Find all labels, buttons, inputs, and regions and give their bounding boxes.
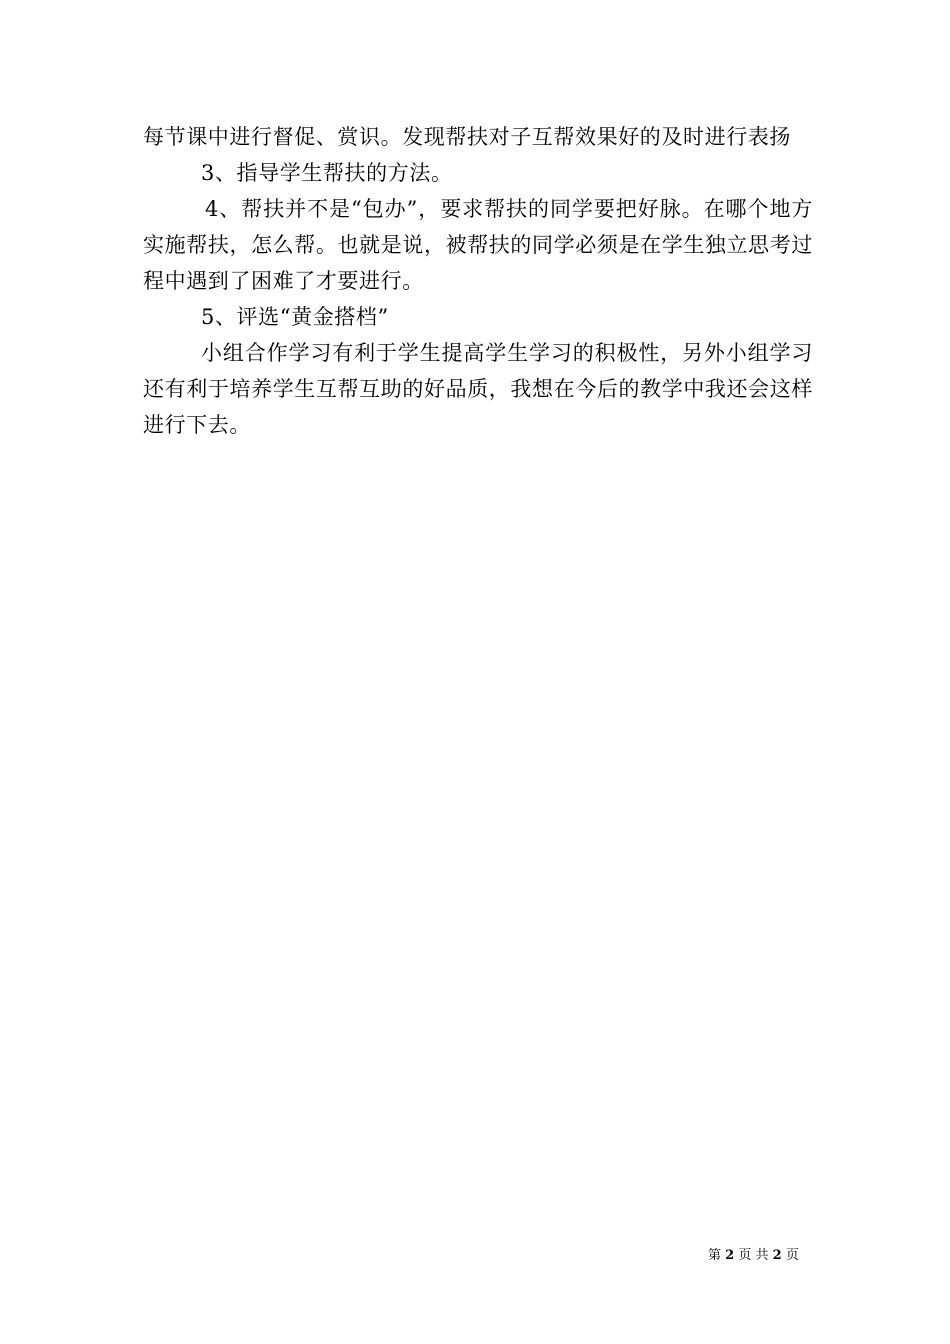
footer-suffix: 页 [785,1248,799,1263]
footer-current-page: 2 [725,1248,735,1263]
paragraph-continuation: 每节课中进行督促、赏识。发现帮扶对子互帮效果好的及时进行表扬 [143,125,791,149]
document-body [143,119,813,443]
page-number-footer [708,1248,799,1264]
footer-prefix: 第 [708,1248,722,1263]
paragraph-item-4: 4、帮扶并不是“包办”，要求帮扶的同学要把好脉。在哪个地方实施帮扶，怎么帮。也就是说，被帮扶的同学必须是在学生独立思考过程中遇到了困难了才要进行。 [143,197,813,293]
paragraph-item-3: 3、指导学生帮扶的方法。 [201,161,453,185]
paragraph-item-5: 5、评选“黄金搭档” [201,305,389,329]
footer-middle: 页 共 [738,1248,769,1263]
paragraph-conclusion: 小组合作学习有利于学生提高学生学习的积极性，另外小组学习还有利于培养学生互帮互助的好品质，我想在今后的教学中我还会这样进行下去。 [143,341,813,437]
footer-total-pages: 2 [772,1248,782,1263]
